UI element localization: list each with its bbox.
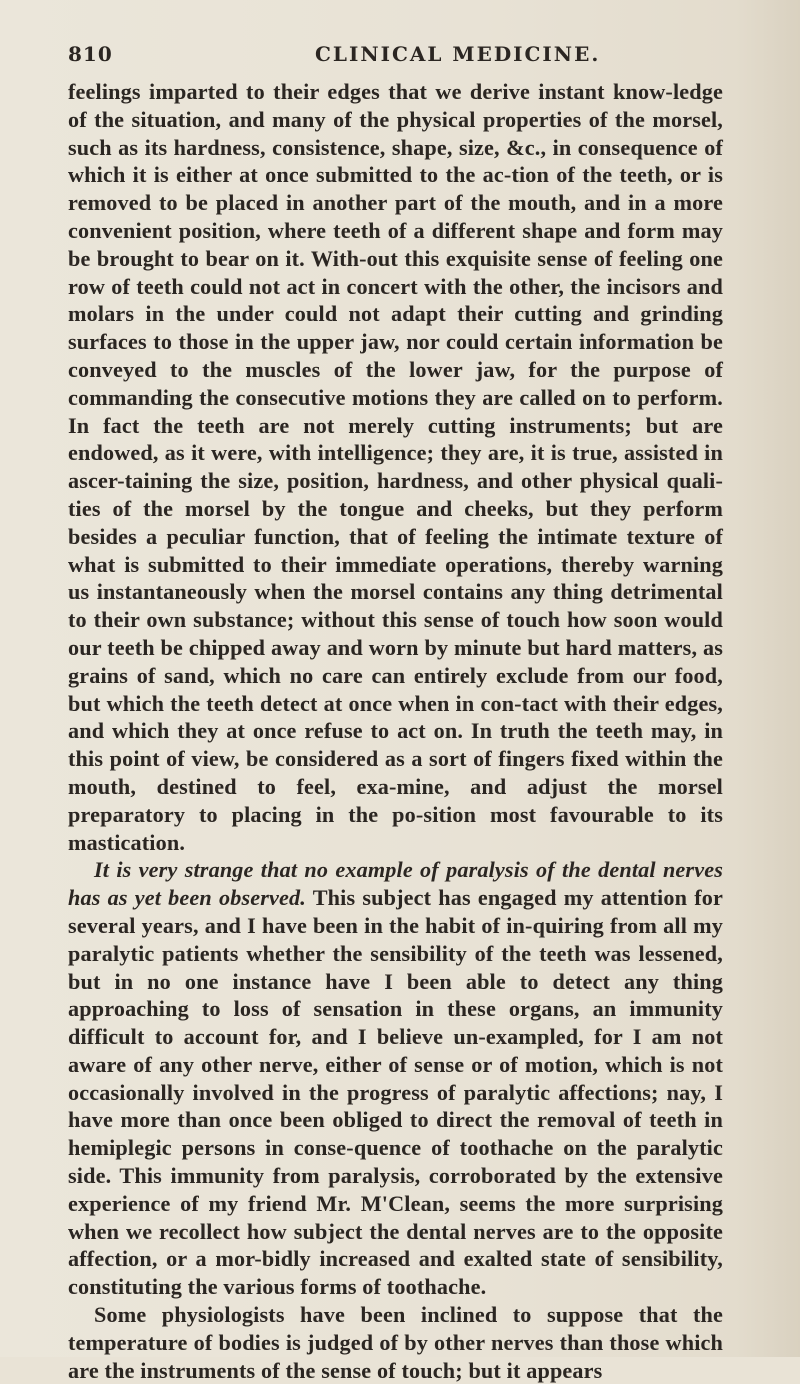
page-number: 810 — [68, 42, 113, 66]
running-head: CLINICAL MEDICINE. — [315, 42, 601, 66]
paragraph-2-text: This subject has engaged my attention for several years, and I have been in the habit of in-quiring from all my paralytic patients whether the sensibility of the teeth was lessened, but in no one instance have I been able to detect any thing approaching to loss of sensation in these organs, an immunity difficult to account for, and I believe un-exampled, for I am not aware of any other nerve, either of sense or of motion, which is not occasionally involved in the progress of paralytic affections; nay, I have more than once been obliged to direct the removal of teeth in hemiplegic persons in conse-quence of toothache on the paralytic side. This immunity from paralysis, corroborated by the extensive experience of my friend Mr. M'Clean, seems the more surprising when we recollect how subject the dental nerves are to the opposite affection, or a mor-bidly increased and exalted state of sensibility, constituting the various forms of toothache. — [68, 885, 723, 1300]
paragraph-2 — [68, 856, 723, 1301]
page-header — [68, 42, 718, 72]
paragraph-3 — [68, 1301, 723, 1384]
paragraph-2-italic-lead: It is very strange that no example of paralysis of the dental nerves has as yet been observed. — [68, 857, 723, 911]
body-text — [68, 78, 723, 1384]
paragraph-1 — [68, 78, 723, 856]
paragraph-3-text: Some physiologists have been inclined to suppose that the temperature of bodies is judged of by other nerves than those which are the instruments of the sense of touch; but it appears — [68, 1302, 723, 1383]
paragraph-1-text: feelings imparted to their edges that we derive instant know-ledge of the situation, and many of the physical properties of the morsel, such as its hardness, consistence, shape, size, &c., in consequence of which it is either at once submitted to the ac-tion of the teeth, or is removed to be placed in another part of the mouth, and in a more convenient position, where teeth of a different shape and form may be brought to bear on it. With-out this exquisite sense of feeling one row of teeth could not act in concert with the other, the incisors and molars in the under could not adapt their cutting and grinding surfaces to those in the upper jaw, nor could certain information be conveyed to the muscles of the lower jaw, for the purpose of commanding the consecutive motions they are called on to perform. In fact the teeth are not merely cutting instruments; but are endowed, as it were, with intelligence; they are, it is true, assisted in ascer-taining the size, position, hardness, and other physical quali-ties of the morsel by the tongue and cheeks, but they perform besides a peculiar function, that of feeling the intimate texture of what is submitted to their immediate operations, thereby warning us instantaneously when the morsel contains any thing detrimental to their own substance; without this sense of touch how soon would our teeth be chipped away and worn by minute but hard matters, as grains of sand, which no care can entirely exclude from our food, but which the teeth detect at once when in con-tact with their edges, and which they at once refuse to act on. In truth the teeth may, in this point of view, be considered as a sort of fingers fixed within the mouth, destined to feel, exa-mine, and adjust the morsel preparatory to placing in the po-sition most favourable to its mastication. — [68, 79, 723, 855]
